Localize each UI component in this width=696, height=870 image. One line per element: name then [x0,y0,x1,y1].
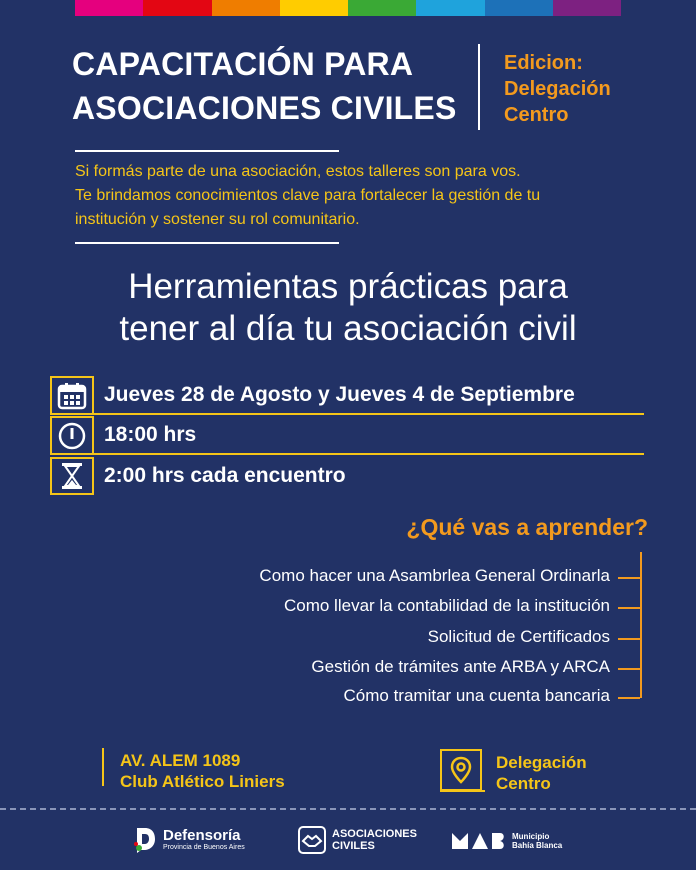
defensoria-logo [133,826,245,854]
asociaciones-logo [298,826,417,854]
municipio-logo-icon [450,831,506,851]
calendar-icon [50,376,94,414]
info-row-duration [50,457,644,495]
info-row-time [50,417,644,455]
municipio-line2: Bahía Blanca [512,841,563,850]
asociaciones-line2: CIVILES [332,840,375,852]
address-bar [102,748,104,786]
hourglass-icon [50,457,94,495]
asociaciones-line1: ASOCIACIONES [332,828,417,840]
date-text: Jueves 28 de Agosto y Jueves 4 de Septiembre [104,383,575,406]
learn-item: Solicitud de Certificados [427,627,610,646]
intro-top-divider [75,150,339,152]
intro-text: Si formás parte de una asociación, estos talleres son para vos. Te brindamos conocimientos clave para fortalecer la gestión de tu institución y sostener su rol comunitario. [75,163,541,228]
time-text: 18:00 hrs [104,423,197,446]
learn-item: Cómo tramitar una cuenta bancaria [343,686,610,705]
location-name: Delegación Centro [496,753,587,793]
edition-label: Edicion: Delegación Centro [504,52,611,126]
duration-text: 2:00 hrs cada encuentro [104,464,346,487]
address: AV. ALEM 1089 Club Atlético Liniers [120,751,285,791]
defensoria-name: Defensoría [163,827,241,844]
page-title: CAPACITACIÓN PARA ASOCIACIONES CIVILES [72,46,457,126]
footer-divider [0,808,696,810]
defensoria-sub: Provincia de Buenos Aires [163,844,245,851]
intro-bottom-divider [75,242,339,244]
color-stripe [75,0,621,16]
learn-item: Gestión de trámites ante ARBA y ARCA [311,657,610,676]
learn-title: ¿Qué vas a aprender? [406,514,648,540]
learn-bracket [640,552,642,698]
handshake-icon [298,826,326,854]
defensoria-logo-icon [133,826,157,854]
learn-dash [618,697,640,699]
title-divider [478,44,480,130]
location-pin-icon [440,749,482,791]
learn-dash [618,577,640,579]
info-row-date [50,377,644,415]
headline: Herramientas prácticas para tener al día tu asociación civil [119,267,577,348]
municipio-logo [450,831,562,851]
learn-item: Como hacer una Asambrlea General Ordinarla [259,566,610,585]
learn-dash [618,668,640,670]
learn-dash [618,638,640,640]
municipio-line1: Municipio [512,832,550,841]
location-underline [440,790,485,792]
learn-dash [618,607,640,609]
clock-icon [50,416,94,454]
learn-item: Como llevar la contabilidad de la institución [283,596,610,615]
